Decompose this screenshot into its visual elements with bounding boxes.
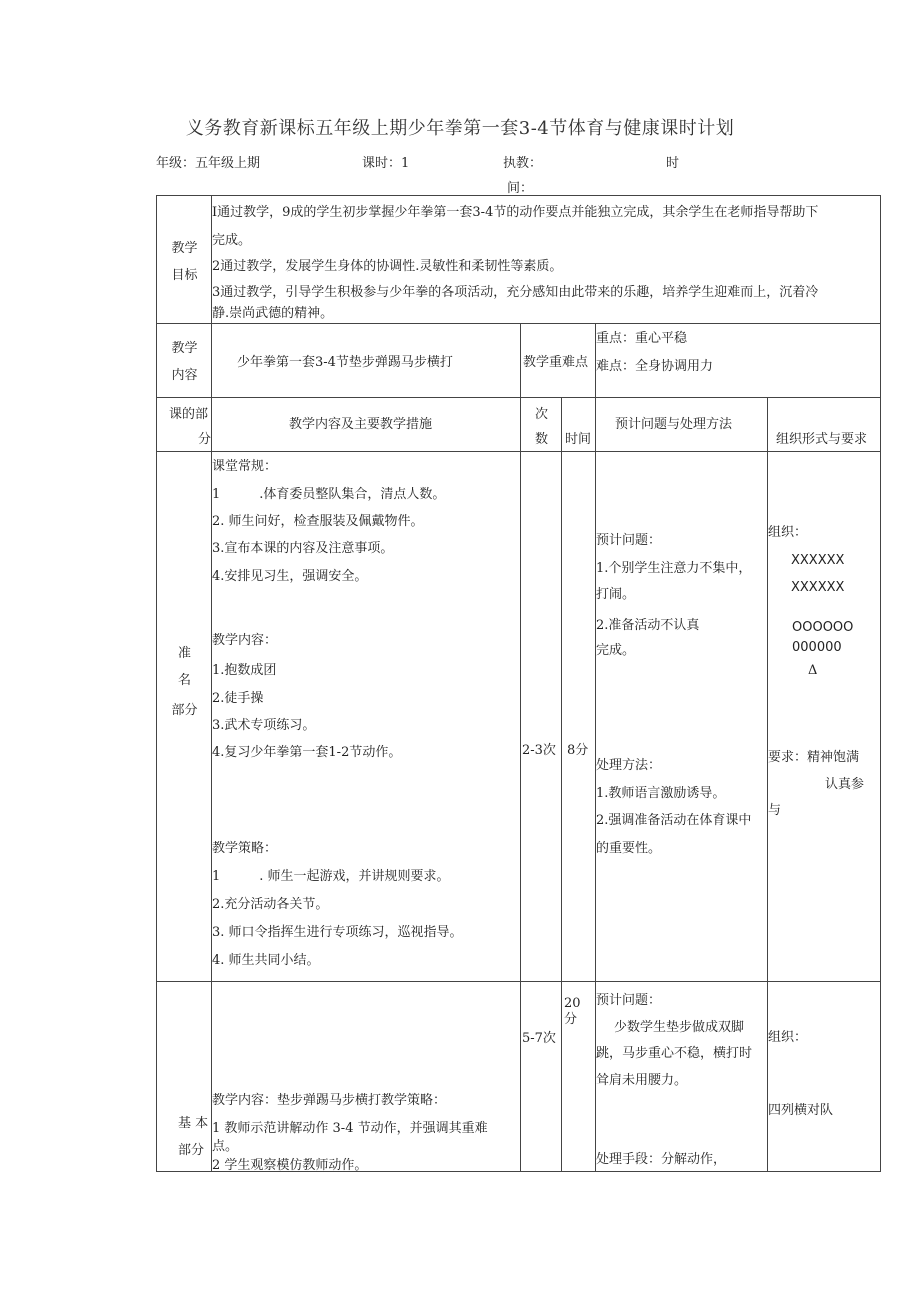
page-title: 义务教育新课标五年级上期少年拳第一套3-4节体育与健康课时计划 <box>185 118 735 139</box>
formation-row: XXXXXX <box>791 553 845 568</box>
strategy-item: 4. 师生共同小结。 <box>212 953 320 968</box>
prep-label-3: 部分 <box>171 703 198 718</box>
goal-1-line-a: I通过教学，9成的学生初步掌握少年拳第一套3-4节的动作要点并能独立完成，其余学生在老师指导帮助下 <box>212 205 819 220</box>
prep-time: 8分 <box>567 743 589 758</box>
content-text: 少年拳第一套3-4节垫步弹踢马步横打 <box>237 355 453 370</box>
lesson-label: 课时：1 <box>362 156 410 171</box>
prep-time-cell <box>562 452 596 982</box>
basic-count-cell <box>521 982 562 1172</box>
prep-count: 2-3次 <box>522 743 556 758</box>
goals-label-cell <box>157 196 212 324</box>
basic-step-1b: 点。 <box>212 1139 239 1154</box>
content-label-cell <box>157 324 212 398</box>
prep-problem-2b: 完成。 <box>596 643 636 658</box>
goals-text-cell <box>212 196 881 324</box>
routine-item: 4.安排见习生，强调安全。 <box>212 569 368 584</box>
key-point: 重点：重心平稳 <box>596 331 688 346</box>
prep-problems-title: 预计问题： <box>596 533 662 548</box>
routine-item: 3.宣布本课的内容及注意事项。 <box>212 541 394 556</box>
prep-problem-2a: 2.准备活动不认真 <box>596 618 700 633</box>
goals-label-2: 目标 <box>171 268 198 283</box>
goals-label-1: 教学 <box>171 241 198 256</box>
formation-row: XXXXXX <box>791 580 845 595</box>
header-count-cell <box>521 398 562 452</box>
grade-label: 年级：五年级上期 <box>156 156 261 171</box>
goals-row <box>157 196 881 324</box>
header-count-2: 数 <box>534 432 548 447</box>
header-org-cell <box>768 398 881 452</box>
basic-problems-title: 预计问题： <box>596 993 662 1008</box>
basic-problem-b: 跳，马步重心不稳，横打时 <box>596 1046 753 1061</box>
content-label-1: 教学 <box>171 341 198 356</box>
header-count-1: 次 <box>534 407 548 422</box>
header-row <box>157 398 881 452</box>
prep-measures-cell <box>212 452 521 982</box>
prep-handling-1: 1.教师语言激励诱导。 <box>596 786 726 801</box>
basic-measures-cell <box>212 982 521 1172</box>
prep-org-cell <box>768 452 881 982</box>
key-points-cell <box>596 324 881 398</box>
prep-content-item: 1.抱数成团 <box>212 663 277 678</box>
basic-time-1: 20 <box>564 996 581 1011</box>
time-label-cont: 间： <box>507 181 534 196</box>
basic-problem-c: 耸肩未用腰力。 <box>596 1073 688 1088</box>
prep-count-cell <box>521 452 562 982</box>
prep-content-item: 4.复习少年拳第一套1-2节动作。 <box>212 745 402 760</box>
strategy-item: 1 . 师生一起游戏，并讲规则要求。 <box>212 869 450 884</box>
content-row <box>157 324 881 398</box>
teacher-mark: Δ <box>808 663 818 678</box>
basic-org-title: 组织： <box>768 1030 808 1045</box>
formation-row: 000000 <box>792 640 842 655</box>
basic-content-line: 教学内容：垫步弹踢马步横打教学策略： <box>212 1093 447 1108</box>
teacher-label: 执教： <box>503 156 543 171</box>
header-part-2: 分 <box>198 432 212 447</box>
basic-label-1: 基 本 <box>178 1116 209 1131</box>
basic-label-2: 部分 <box>178 1143 205 1158</box>
goal-2: 2通过教学，发展学生身体的协调性.灵敏性和柔韧性等素质。 <box>212 259 563 274</box>
prep-problems-cell <box>596 452 768 982</box>
prep-handling-2a: 2.强调准备活动在体育课中 <box>596 813 752 828</box>
strategy-item: 2.充分活动各关节。 <box>212 897 329 912</box>
prep-content-item: 2.徒手操 <box>212 691 264 706</box>
header-measures: 教学内容及主要教学措施 <box>289 417 433 432</box>
prep-content-title: 教学内容： <box>212 633 278 648</box>
strategy-item: 3. 师口令指挥生进行专项练习，巡视指导。 <box>212 925 463 940</box>
header-part-1: 课的部 <box>169 407 209 422</box>
prep-label-2: 名 <box>177 673 191 688</box>
goal-1-line-b: 完成。 <box>212 233 252 248</box>
prep-org-title: 组织： <box>768 525 808 540</box>
routine-item: 1 .体育委员整队集合，清点人数。 <box>212 487 446 502</box>
prep-req-2: 认真参 <box>825 777 865 792</box>
goal-3-line-a: 3通过教学，引导学生积极参与少年拳的各项活动，充分感知由此带来的乐趣，培养学生迎难而上，沉着冷 <box>212 285 819 300</box>
basic-label-cell <box>157 982 212 1172</box>
header-time-cell <box>562 398 596 452</box>
header-problems-cell <box>596 398 768 452</box>
prep-req-1: 要求：精神饱满 <box>768 750 860 765</box>
prep-content-item: 3.武术专项练习。 <box>212 718 316 733</box>
basic-problems-cell <box>596 982 768 1172</box>
prep-label-1: 准 <box>177 646 191 661</box>
prep-problem-1a: 1.个别学生注意力不集中， <box>596 561 752 576</box>
difficulty: 难点：全身协调用力 <box>596 359 714 374</box>
basic-time-cell <box>562 982 596 1172</box>
strategy-title: 教学策略： <box>212 841 278 856</box>
time-label: 时 <box>666 156 680 171</box>
routine-title: 课堂常规： <box>212 459 278 474</box>
basic-step-1a: 1 教师示范讲解动作 3-4 节动作，并强调其重难 <box>212 1121 488 1136</box>
formation-row: OOOOOO <box>792 620 854 635</box>
basic-row <box>157 982 881 1172</box>
routine-item: 2. 师生问好，检查服装及佩戴物件。 <box>212 514 424 529</box>
header-problems: 预计问题与处理方法 <box>615 417 733 432</box>
basic-org-cell <box>768 982 881 1172</box>
key-label-cell <box>521 324 596 398</box>
basic-handling: 处理手段：分解动作， <box>596 1152 727 1167</box>
content-label-2: 内容 <box>171 368 198 383</box>
lesson-plan-table <box>156 195 881 1172</box>
header-time: 时间 <box>565 432 592 447</box>
header-part-cell <box>157 398 212 452</box>
basic-step-2: 2 学生观察模仿教师动作。 <box>212 1158 368 1173</box>
content-text-cell <box>212 324 521 398</box>
prep-handling-2b: 的重要性。 <box>596 841 662 856</box>
basic-time-2: 分 <box>564 1012 578 1027</box>
prep-problem-1b: 打闹。 <box>596 587 636 602</box>
header-org: 组织形式与要求 <box>776 432 868 447</box>
prep-req-3: 与 <box>768 803 782 818</box>
basic-problem-a: 少数学生垫步做成双脚 <box>614 1020 745 1035</box>
prep-row <box>157 452 881 982</box>
key-label: 教学重难点 <box>523 355 589 370</box>
basic-count: 5-7次 <box>522 1031 556 1046</box>
prep-label-cell <box>157 452 212 982</box>
goal-3-line-b: 静.崇尚武德的精神。 <box>212 306 334 321</box>
header-measures-cell <box>212 398 521 452</box>
prep-handling-title: 处理方法： <box>596 758 662 773</box>
basic-org-form: 四列横对队 <box>768 1103 834 1118</box>
